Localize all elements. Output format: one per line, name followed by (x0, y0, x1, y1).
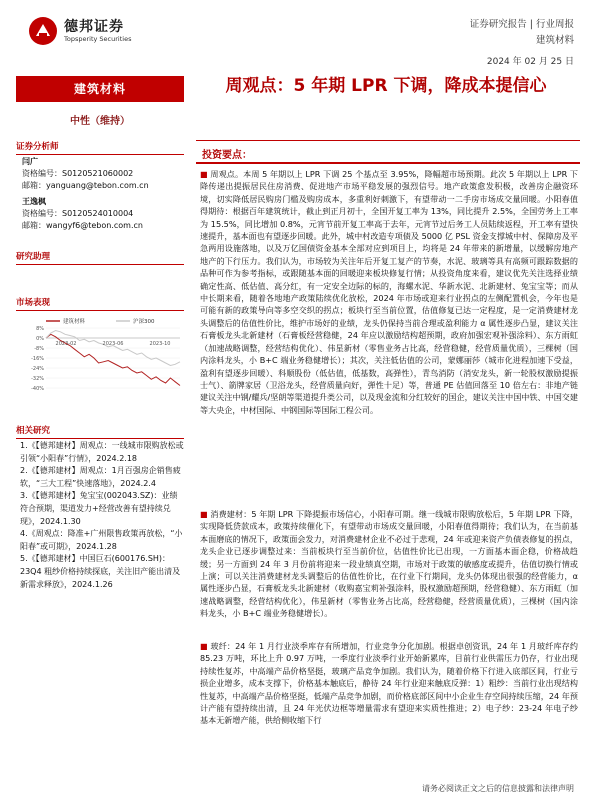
analyst-2 (22, 196, 182, 233)
related-item[interactable]: 1.《【德邦建材】周观点：一线城市限购放松或引领“小阳春”行情》，2024.2.18 (20, 441, 184, 463)
paragraph-text: 玻纤：24 年 1 月行业淡季库存有所增加，行业竞争分化加剧。根据卓创资讯，24 年 1 月玻纤库存约 85.23 万吨，环比上升 0.97 万吨，一季度行业淡季行业开始新累库，目前行业供需压力仍存，行业出现持续性复苏，中高端产品价格坚挺，玻璃产品竞争加剧。我们认为，随着价格下行进入底部区间，行业亏损企业增多，成本支撑下，价格基本触底后，静待 24 年行业迎来触底反弹：1）粗纱：当前行业出现结构性复苏，中高端产品价格坚挺，低端产品竞争加剧，而价格底部区间中小企业生存空间持续压缩，24 年预计产能有望持续出清，且 24 年光伏边框等增量需求有望迎来实质性推进；2）电子纱：23-24 年电子纱基本无新增产能，供给侧收缩下行 (200, 641, 578, 726)
y-tick-label: -16% (31, 356, 44, 362)
bullet-icon: ■ (200, 509, 211, 519)
paragraph-text: 周观点。本周 5 年期以上 LPR 下调 25 个基点至 3.95%，降幅超市场预期。此次 5 年期以上 LPR 下降传递出提振居民住房消费、促进地产市场平稳发展的强烈信号。地产政策愈发积极，改善房企融资环境，切实降低居民购房门槛及购房成本，多重利好刺激下，有望带动一二手房市场成交量回暖。小阳春值得期待：根据百年建筑统计，截止到正月初十，全国开复工率为 13%，同比提升 2.5%，全国劳务上工率为 15.5%，同比增加 0.8%，元宵节前开复工率高于去年，元宵节过后务工人员陆续返程，开工率有望快速提升，基本面也有望逐步回暖。此外，城中村改造专项债及 5000 亿 PSL 资金支撑城中村、保障房及平急两用设施落地，以及万亿国债资金基本全部对应到项目上，均将是 24 年带来的新增量，以缓解房地产地产的下行压力。我们认为，市场较为关注年后开复工复产的节奏，水泥、玻璃等具有高频可跟踪数据的品种可作为参考指标，或跟随基本面的回暖迎来板块修复行情；从投资角度来看，建议优先关注选择业绩确定性高、低估值、高分红，有一定安全边际的标的，海螺水泥、华新水泥、北新建材、兔宝宝等；而从中长期来看，随着各地地产政策陆续优化放松，2024 年市场或迎来行业拐点的左侧配置机会，今年也是可能有新的政策导向等多空交织的拐点；板块行至当前位置，估值修复已达一定程度，是一定消费建材龙头调整后的估值性价比，维护市场好的业绩，龙头仍保持当前合理或盈利能力 α 属性逐步凸显，建议关注石膏板龙头北新建材（石膏板经营稳健，24 年应以激励结构超预期，政府加强宏观补强涂料）、东方雨虹（加速战略调整，经营结构优化）、伟星新材（零售业务占比高，经营稳健，经营质量优质），三棵树（国内涂料龙头，小 B+C 端业务稳健增长）；其次，关注低估值的公司，蒙娜丽莎（城市化进程加速下受益，盈利有望逐步回暖）、科顺股份（低估值，低基数，高弹性），青鸟消防（消安龙头，新一轮股权激励提振士气）、箭牌家居（卫浴龙头，经营质量向好，弹性十足）等，普通 PE 估值回落至 10 倍左右：非地产链建议关注中钢/耀兵/坚朗等渠道提升类公司，以及现金流和分红较好的国企，建议关注中国中铁、中国交建等大央企，中材国际、中钢国际等国际工程公司。 (200, 169, 578, 415)
analyst-heading: 证券分析师 (16, 140, 184, 155)
market-chart-svg (20, 316, 182, 398)
analyst-1 (22, 156, 182, 193)
report-type: 证券研究报告 | 行业周报 (469, 19, 574, 30)
y-tick-label: -8% (34, 346, 44, 352)
title-divider (196, 140, 580, 141)
industry-label: 建筑材料 (535, 35, 574, 46)
page-title: 周观点：5 年期 LPR 下调，降成本提信心 (225, 76, 547, 96)
logo-en-text: Topsperity Securities (64, 35, 132, 43)
analyst-email[interactable]: 邮箱：wangyf6@tebon.com.cn (22, 221, 143, 231)
legend-label: 沪深300 (133, 319, 155, 325)
analyst-name: 闫广 (22, 157, 38, 166)
paragraph-text: 消费建材：5 年期 LPR 下降提振市场信心，小阳春可期。继一线城市限购放松后，5 年期 LPR 下降，实现降低贷款成本，政策持续催化下，有望带动市场成交量回暖，小阳春值得期待；我们认为，在当前基本面磨底的情况下，政策面会发力，对消费建材企业不必过于悲观，24 年或迎来资产负债表修复的拐点，龙头企业已逐步调整过来：当前板块行至当前价位，估值性价比已出现，一方面基本面企稳，价格战趋缓；另一方面到 24 年 3 月份前将迎来一段业绩真空期，市场对于政策的敏感度或提升，估值切换行情或上演；可以关注消费建材龙头调整后的估值性价比，在行业下行期间，龙头仍体现出很强的经营能力，α 属性逐步凸显，石膏板龙头北新建材（收购嘉宝莉补强涂料，股权激励超预期，经营稳健）、东方雨虹（加速战略调整，经营结构优化），伟星新材（零售业务占比高，经营稳健，经营质量优质），三棵树（国内涂料龙头，小 B+C 端业务稳健增长）。 (200, 509, 578, 619)
x-tick-label: 2023-02 (55, 341, 77, 347)
analyst-email[interactable]: 邮箱：yanguang@tebon.com.cn (22, 181, 149, 191)
y-tick-label: 0% (36, 336, 44, 342)
sector-banner: 建筑材料 (16, 76, 184, 102)
y-tick-label: 8% (36, 326, 44, 332)
related-item[interactable]: 4.《周观点：降准+广州限售政策再放松，“小阳春”或可期》，2024.1.28 (20, 529, 183, 551)
related-heading: 相关研究 (16, 424, 184, 439)
market-heading: 市场表现 (16, 296, 184, 311)
related-item[interactable]: 2.《【德邦建材】周观点：1月百强房企销售疲软，“三大工程”快速落地》，2024.2.4 (20, 466, 181, 488)
market-chart (20, 316, 182, 398)
y-tick-label: -40% (31, 386, 44, 392)
legend-label: 建筑材料 (63, 319, 86, 325)
x-tick-label: 2023-10 (149, 341, 171, 347)
bullet-icon: ■ (200, 169, 211, 179)
footer-disclaimer: 请务必阅读正文之后的信息披露和法律声明 (422, 784, 574, 793)
analyst-license: 资格编号：S0120524010004 (22, 209, 134, 219)
assistant-heading: 研究助理 (16, 250, 184, 265)
related-item[interactable]: 5.《【德邦建材】中国巨石(600176.SH)：23Q4 粗纱价格持续探底，关注旧产能出清及新需求释放》，2024.1.26 (20, 554, 181, 589)
paragraph-consumer-materials (200, 508, 578, 620)
key-points-divider (196, 162, 580, 164)
y-tick-label: -32% (31, 376, 44, 382)
paragraph-weekly-view (200, 168, 578, 416)
x-tick-label: 2023-06 (102, 341, 124, 347)
bullet-icon: ■ (200, 641, 211, 651)
report-date: 2024 年 02 月 25 日 (486, 57, 574, 67)
key-points-heading: 投资要点： (202, 150, 252, 161)
analyst-license: 资格编号：S0120521060002 (22, 169, 134, 179)
paragraph-fiberglass (200, 640, 578, 727)
company-logo (28, 14, 168, 54)
related-item[interactable]: 3.《【德邦建材】兔宝宝(002043.SZ)：业绩符合预期，渠道发力+经营改善有望持续兑现》，2024.1.30 (20, 491, 178, 526)
related-list (20, 440, 184, 591)
logo-mark-icon (28, 16, 58, 46)
rating-label: 中性（维持） (70, 116, 130, 127)
logo-cn-text: 德邦证券 (64, 19, 124, 35)
y-tick-label: -24% (31, 366, 44, 372)
analyst-name: 王逸枫 (22, 197, 46, 206)
